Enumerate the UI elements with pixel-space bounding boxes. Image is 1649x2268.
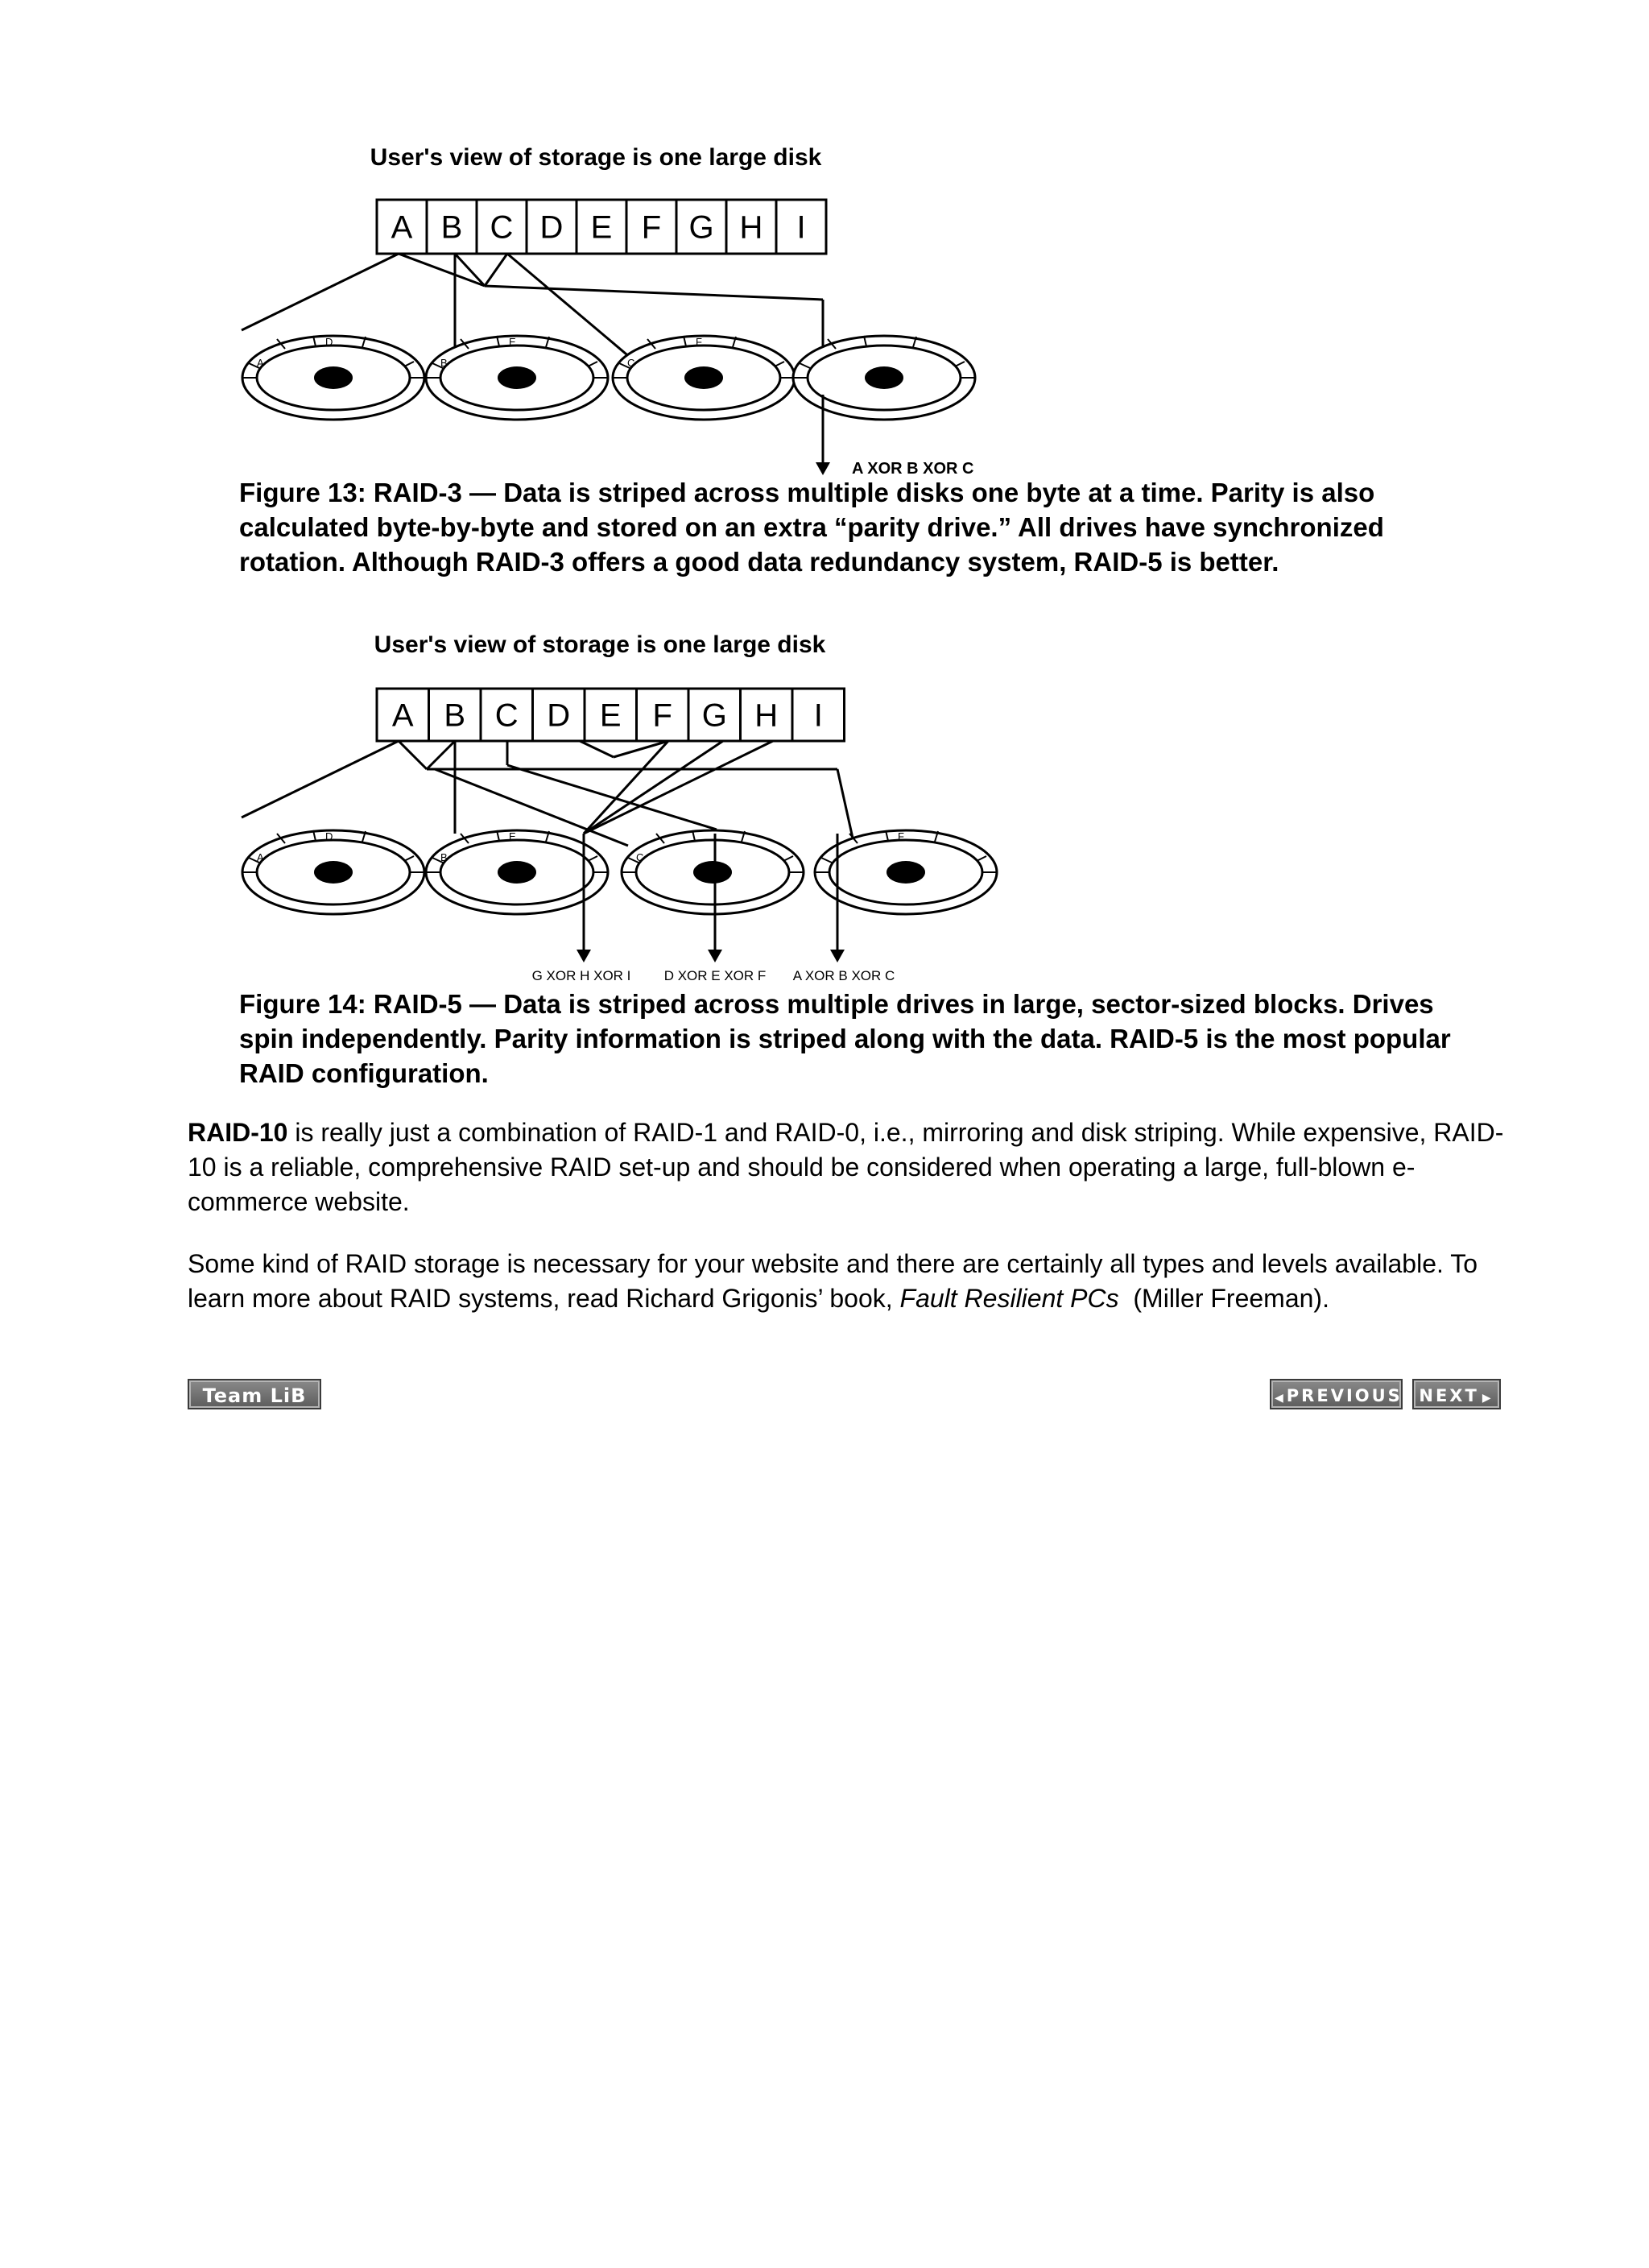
team-lib-button[interactable]: [188, 1379, 321, 1409]
svg-text:D: D: [547, 697, 571, 734]
parity-label: D XOR E XOR F: [663, 968, 767, 983]
svg-text:H: H: [754, 697, 779, 734]
raid10-text: is really just a combination of RAID-1 and RAID-0, i.e., mirroring and disk striping. While expensive, RAID-10 is a reliable, comprehensive RAID set-up and should be considered when operating a large, full-blown e-commerce website.: [188, 1118, 1504, 1216]
previous-label: PREVIOUS: [1286, 1386, 1403, 1405]
svg-text:E: E: [509, 830, 516, 842]
svg-text:C: C: [636, 851, 644, 863]
disk-drive: [613, 336, 795, 420]
svg-text:A: A: [391, 697, 414, 734]
storage-block: [377, 689, 429, 741]
storage-block: [429, 689, 481, 741]
figure-13-caption: Figure 13: RAID-3 — Data is striped across multiple disks one byte at a time. Parity is also calculated byte-by-byte and stored on an extra “parity drive.” All drives have synchronized rotation. Although RAID-3 offers a good data redundancy system, RAID-5 is better.: [239, 478, 1384, 577]
svg-text:A: A: [257, 851, 264, 863]
arrow-left-icon: ◀: [1275, 1392, 1283, 1405]
svg-text:C: C: [490, 209, 514, 246]
paragraph-text: (Miller Freeman).: [1118, 1284, 1329, 1313]
previous-button[interactable]: [1270, 1379, 1403, 1409]
next-label: NEXT: [1419, 1386, 1479, 1405]
svg-text:I: I: [813, 697, 823, 734]
svg-text:E: E: [599, 697, 622, 734]
svg-text:G: G: [688, 209, 714, 246]
svg-text:D: D: [325, 336, 333, 348]
figure-14-caption: Figure 14: RAID-5 — Data is striped across multiple drives in large, sector-sized blocks. Drives spin independently. Parity information is striped along with the data. RAID-5 is the most popular RAID configuration.: [239, 989, 1451, 1088]
arrow-right-icon: ▶: [1482, 1392, 1491, 1405]
svg-text:F: F: [641, 209, 662, 246]
svg-text:C: C: [494, 697, 519, 734]
disk-drive: [815, 830, 997, 914]
svg-text:B: B: [440, 209, 463, 246]
storage-block: [427, 200, 477, 254]
disk-drive: [426, 830, 608, 914]
raid10-term: RAID-10: [188, 1118, 288, 1147]
svg-text:F: F: [898, 830, 904, 842]
svg-text:E: E: [590, 209, 613, 246]
storage-block: [676, 200, 726, 254]
team-lib-label: Team LiB: [202, 1384, 307, 1407]
svg-text:A: A: [391, 209, 413, 246]
raid3-diagram: [0, 129, 1047, 483]
svg-text:F: F: [696, 336, 702, 348]
svg-text:G: G: [701, 697, 727, 734]
svg-text:D: D: [539, 209, 564, 246]
storage-block: [533, 689, 585, 741]
disk-drive: [793, 336, 975, 420]
raid10-paragraph: [188, 1115, 1508, 1219]
svg-text:C: C: [627, 357, 635, 369]
storage-block: [726, 200, 776, 254]
storage-block: [792, 689, 845, 741]
svg-text:H: H: [739, 209, 763, 246]
raid-storage-paragraph: [188, 1247, 1508, 1316]
disk-drive: [242, 336, 424, 420]
svg-text:F: F: [652, 697, 672, 734]
book-title: Fault Resilient PCs: [899, 1284, 1119, 1313]
storage-block: [481, 689, 533, 741]
disk-drive: [622, 830, 804, 914]
svg-text:D: D: [325, 830, 333, 842]
parity-label: A XOR B XOR C: [852, 460, 974, 478]
storage-block: [688, 689, 741, 741]
diagram-header: User's view of storage is one large disk: [374, 631, 826, 658]
disk-drive: [426, 336, 608, 420]
svg-text:A: A: [257, 357, 264, 369]
storage-block: [585, 689, 637, 741]
svg-text:I: I: [796, 209, 806, 246]
storage-block: [741, 689, 793, 741]
svg-text:B: B: [444, 697, 466, 734]
svg-text:B: B: [440, 357, 448, 369]
storage-block: [776, 200, 826, 254]
storage-block: [637, 689, 689, 741]
parity-label: G XOR H XOR I: [531, 968, 631, 983]
storage-block: [527, 200, 577, 254]
raid5-diagram: [0, 616, 1047, 987]
parity-label: A XOR B XOR C: [792, 968, 895, 983]
storage-block: [577, 200, 626, 254]
diagram-header: User's view of storage is one large disk: [370, 144, 822, 171]
storage-block: [626, 200, 676, 254]
storage-block: [477, 200, 527, 254]
storage-block: [377, 200, 427, 254]
svg-text:E: E: [509, 336, 516, 348]
disk-drive: [242, 830, 424, 914]
paragraph-text: Some kind of RAID storage is necessary for your website and there are certainly all types and levels available. To learn more about RAID systems, read Richard Grigonis’ book,: [188, 1249, 1477, 1313]
next-button[interactable]: [1412, 1379, 1501, 1409]
svg-text:B: B: [440, 851, 448, 863]
